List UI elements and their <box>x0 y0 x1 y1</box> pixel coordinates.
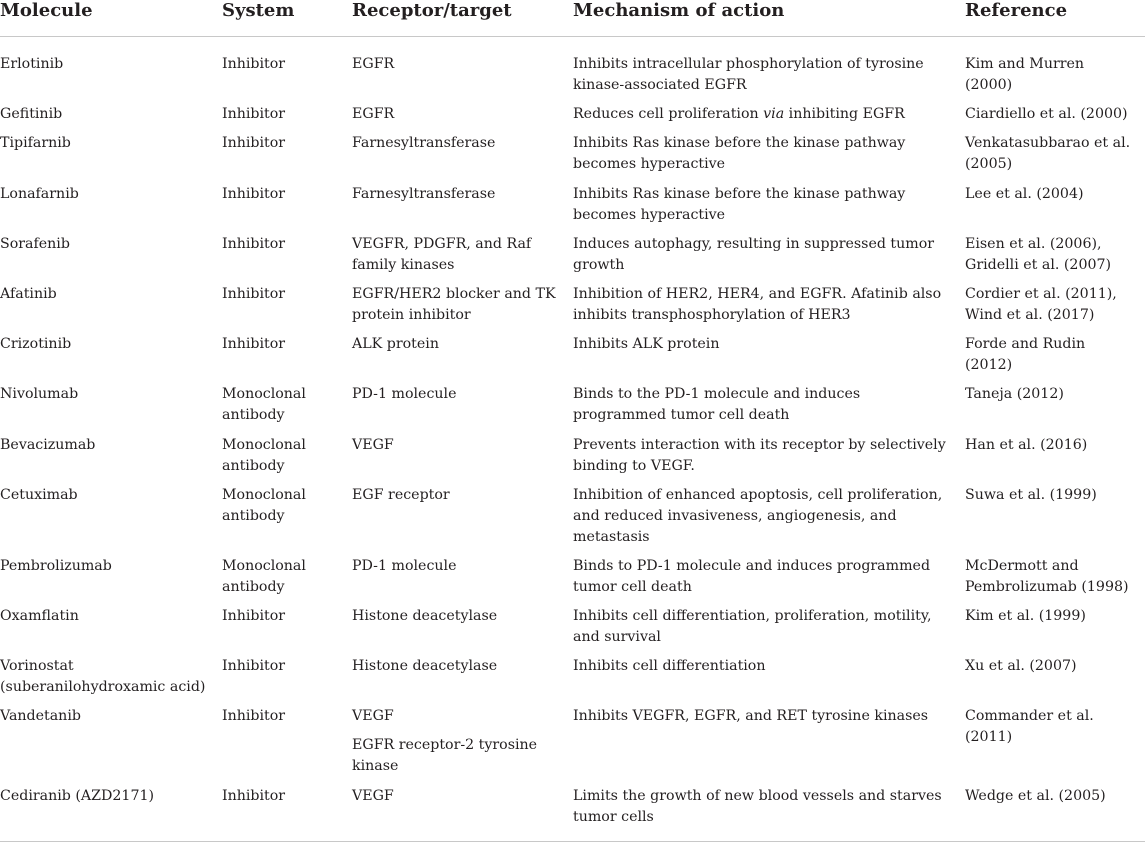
cell-molecule: Cediranib (AZD2171) <box>0 786 222 842</box>
cell-system: Inhibitor <box>222 285 286 302</box>
header-row <box>0 0 1145 37</box>
cell-reference: Venkatasubbarao et al. (2005) <box>965 135 1131 173</box>
mechanism-text: Reduces cell proliferation <box>573 106 764 123</box>
cell-system: Inhibitor <box>222 786 352 842</box>
cell-system: Inhibitor <box>222 336 286 353</box>
cell-mechanism: Inhibits VEGFR, EGFR, and RET tyrosine kinases <box>573 708 929 725</box>
cell-molecule: Tipifarnib <box>0 135 71 152</box>
table-header <box>0 0 1145 37</box>
cell-reference: McDermott and Pembrolizumab (1998) <box>965 557 1129 595</box>
header-system: System <box>222 0 352 37</box>
cell-molecule: Nivolumab <box>0 386 79 403</box>
cell-system: Monoclonal antibody <box>222 436 306 474</box>
cell-molecule: Cetuximab <box>0 486 78 503</box>
cell-mechanism: Induces autophagy, resulting in suppressed tumor growth <box>573 235 935 273</box>
cell-receptor: EGFR <box>352 56 395 72</box>
table-row <box>0 37 1145 105</box>
cell-receptor: EGFR/HER2 blocker and TK protein inhibitor <box>352 285 556 323</box>
cell-system: Inhibitor <box>222 235 286 252</box>
cell-system: Monoclonal antibody <box>222 386 306 424</box>
table-row <box>0 384 1145 434</box>
mechanism-text: inhibiting EGFR <box>784 106 905 123</box>
cell-reference: Lee et al. (2004) <box>965 185 1084 202</box>
receptor-text: VEGF <box>352 708 394 725</box>
cell-molecule: Vandetanib <box>0 708 81 725</box>
cell-molecule: Pembrolizumab <box>0 557 112 574</box>
cell-system: Monoclonal antibody <box>222 557 306 595</box>
cell-mechanism: Inhibition of HER2, HER4, and EGFR. Afatinib also inhibits transphosphorylation of HER3 <box>573 285 942 323</box>
cell-molecule: Sorafenib <box>0 235 70 252</box>
cell-reference: Han et al. (2016) <box>965 436 1088 453</box>
cell-receptor: PD-1 molecule <box>352 557 457 574</box>
cell-system: Inhibitor <box>222 106 286 123</box>
cell-molecule: Bevacizumab <box>0 436 96 453</box>
cell-reference: Xu et al. (2007) <box>965 658 1077 675</box>
table-row <box>0 334 1145 384</box>
header-receptor-target: Receptor/target <box>352 0 573 37</box>
cell-mechanism: Inhibits intracellular phosphorylation of tyrosine kinase-associated EGFR <box>573 56 924 93</box>
cell-reference: Eisen et al. (2006), Gridelli et al. (2007) <box>965 235 1112 273</box>
cell-receptor: Histone deacetylase <box>352 608 498 625</box>
cell-molecule: Afatinib <box>0 285 57 302</box>
cell-molecule: Erlotinib <box>0 56 64 72</box>
table-row <box>0 656 1145 706</box>
cell-system: Inhibitor <box>222 185 286 202</box>
cell-receptor <box>352 706 573 785</box>
table-row <box>0 133 1145 183</box>
cell-reference: Kim and Murren (2000) <box>965 56 1085 93</box>
cell-receptor: Farnesyltransferase <box>352 135 496 152</box>
table-body <box>0 37 1145 842</box>
cell-system: Inhibitor <box>222 135 286 152</box>
cell-reference: Cordier et al. (2011), Wind et al. (2017) <box>965 285 1117 323</box>
cell-receptor: VEGF <box>352 436 394 453</box>
cell-system: Inhibitor <box>222 658 286 675</box>
cell-reference: Ciardiello et al. (2000) <box>965 106 1128 123</box>
cell-receptor: EGFR <box>352 106 395 123</box>
cell-receptor: Farnesyltransferase <box>352 185 496 202</box>
cell-receptor: Histone deacetylase <box>352 658 498 675</box>
table-row <box>0 485 1145 556</box>
cell-reference: Taneja (2012) <box>965 386 1064 403</box>
cell-receptor: VEGFR, PDGFR, and Raf family kinases <box>352 235 532 273</box>
mechanism-italic-text: via <box>763 106 785 123</box>
table-row <box>0 104 1145 133</box>
cell-mechanism: Binds to PD-1 molecule and induces programmed tumor cell death <box>573 557 931 595</box>
table-row <box>0 786 1145 842</box>
header-mechanism: Mechanism of action <box>573 0 965 37</box>
cell-molecule: Lonafarnib <box>0 185 79 202</box>
cell-mechanism <box>573 104 965 133</box>
cell-reference: Forde and Rudin (2012) <box>965 336 1086 374</box>
header-reference: Reference <box>965 0 1145 37</box>
cell-mechanism: Inhibits Ras kinase before the kinase pathway becomes hyperactive <box>573 135 906 173</box>
cell-receptor: VEGF <box>352 786 573 842</box>
table-row <box>0 706 1145 785</box>
cell-system: Inhibitor <box>222 56 286 72</box>
cell-reference: Kim et al. (1999) <box>965 608 1086 625</box>
cell-mechanism: Inhibits cell differentiation <box>573 658 766 675</box>
cell-molecule: Crizotinib <box>0 336 72 353</box>
table-row <box>0 556 1145 606</box>
cell-receptor: ALK protein <box>352 336 439 353</box>
cell-mechanism: Inhibits Ras kinase before the kinase pathway becomes hyperactive <box>573 185 906 223</box>
cell-system: Inhibitor <box>222 608 286 625</box>
cell-mechanism: Limits the growth of new blood vessels and starves tumor cells <box>573 786 965 842</box>
cell-mechanism: Inhibits cell differentiation, proliferation, motility, and survival <box>573 608 932 646</box>
cell-molecule: Vorinostat (suberanilohydroxamic acid) <box>0 658 206 696</box>
table-row <box>0 435 1145 485</box>
cell-mechanism: Binds to the PD-1 molecule and induces programmed tumor cell death <box>573 386 861 424</box>
cell-system: Monoclonal antibody <box>222 486 306 524</box>
cell-molecule: Oxamflatin <box>0 608 79 625</box>
header-molecule: Molecule <box>0 0 222 37</box>
receptor-secondary-text: EGFR receptor-2 tyrosine kinase <box>352 737 538 775</box>
cell-molecule: Gefitinib <box>0 106 63 123</box>
cell-reference: Wedge et al. (2005) <box>965 786 1145 842</box>
table-row <box>0 184 1145 234</box>
cell-mechanism: Inhibition of enhanced apoptosis, cell proliferation, and reduced invasiveness, angiogenesis, and metastasis <box>573 486 943 545</box>
table-row <box>0 284 1145 334</box>
table-row <box>0 606 1145 656</box>
cell-mechanism: Prevents interaction with its receptor by selectively binding to VEGF. <box>573 436 946 474</box>
cell-system: Inhibitor <box>222 708 286 725</box>
cell-mechanism: Inhibits ALK protein <box>573 336 720 353</box>
table-row <box>0 234 1145 284</box>
cell-reference: Suwa et al. (1999) <box>965 486 1097 503</box>
cell-receptor: EGF receptor <box>352 486 450 503</box>
cell-reference: Commander et al. (2011) <box>965 708 1094 746</box>
cell-receptor: PD-1 molecule <box>352 386 457 403</box>
